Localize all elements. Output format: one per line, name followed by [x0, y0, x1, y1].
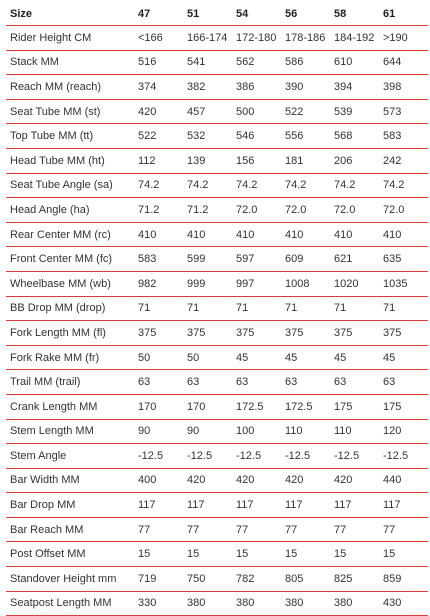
table-row: [6, 222, 428, 247]
table-row: [6, 517, 428, 542]
table-cell: >190: [379, 26, 428, 51]
table-cell: 375: [232, 321, 281, 346]
header-cell-size: Size: [6, 3, 134, 26]
table-cell: 380: [281, 591, 330, 616]
table-row: [6, 542, 428, 567]
table-cell: 375: [379, 321, 428, 346]
table-cell: 74.2: [330, 173, 379, 198]
table-cell: 556: [281, 124, 330, 149]
table-cell: 420: [232, 468, 281, 493]
table-cell: 170: [134, 394, 183, 419]
table-cell: 380: [183, 591, 232, 616]
table-cell: 15: [183, 542, 232, 567]
table-cell: 63: [379, 370, 428, 395]
table-cell: 750: [183, 567, 232, 592]
table-cell: 117: [232, 493, 281, 518]
row-label: Bar Reach MM: [6, 517, 134, 542]
table-cell: 380: [232, 591, 281, 616]
table-cell: -12.5: [183, 444, 232, 469]
table-cell: 374: [134, 75, 183, 100]
table-row: [6, 394, 428, 419]
table-cell: 50: [183, 345, 232, 370]
table-cell: 635: [379, 247, 428, 272]
table-row: [6, 50, 428, 75]
table-cell: 522: [134, 124, 183, 149]
table-cell: 15: [232, 542, 281, 567]
table-cell: 15: [281, 542, 330, 567]
row-label: Rider Height CM: [6, 26, 134, 51]
table-cell: <166: [134, 26, 183, 51]
table-cell: 586: [281, 50, 330, 75]
table-cell: 45: [330, 345, 379, 370]
table-cell: 181: [281, 148, 330, 173]
table-row: [6, 370, 428, 395]
table-cell: 410: [183, 222, 232, 247]
row-label: Front Center MM (fc): [6, 247, 134, 272]
header-cell-47: 47: [134, 3, 183, 26]
table-cell: 242: [379, 148, 428, 173]
table-cell: 330: [134, 591, 183, 616]
table-cell: 386: [232, 75, 281, 100]
table-row: [6, 444, 428, 469]
table-cell: 375: [134, 321, 183, 346]
table-row: [6, 173, 428, 198]
table-body: [6, 26, 428, 616]
table-cell: 609: [281, 247, 330, 272]
table-cell: 172-180: [232, 26, 281, 51]
table-row: [6, 75, 428, 100]
table-cell: 375: [330, 321, 379, 346]
table-cell: 719: [134, 567, 183, 592]
table-cell: 112: [134, 148, 183, 173]
table-cell: 500: [232, 99, 281, 124]
table-row: [6, 468, 428, 493]
row-label: Standover Height mm: [6, 567, 134, 592]
row-label: Crank Length MM: [6, 394, 134, 419]
table-cell: 644: [379, 50, 428, 75]
table-cell: -12.5: [379, 444, 428, 469]
table-cell: 400: [134, 468, 183, 493]
table-cell: 63: [281, 370, 330, 395]
table-cell: 45: [281, 345, 330, 370]
table-cell: -12.5: [232, 444, 281, 469]
table-cell: 71: [134, 296, 183, 321]
table-row: [6, 26, 428, 51]
table-cell: 410: [379, 222, 428, 247]
table-cell: 72.0: [281, 198, 330, 223]
table-cell: -12.5: [330, 444, 379, 469]
table-cell: 522: [281, 99, 330, 124]
table-cell: 573: [379, 99, 428, 124]
table-cell: -12.5: [134, 444, 183, 469]
table-cell: 825: [330, 567, 379, 592]
table-cell: 430: [379, 591, 428, 616]
table-cell: 77: [281, 517, 330, 542]
table-row: [6, 124, 428, 149]
row-label: Stem Angle: [6, 444, 134, 469]
table-cell: 420: [281, 468, 330, 493]
table-cell: 380: [330, 591, 379, 616]
row-label: Stem Length MM: [6, 419, 134, 444]
table-row: [6, 591, 428, 616]
table-cell: 71: [281, 296, 330, 321]
table-cell: 71: [232, 296, 281, 321]
table-cell: 63: [330, 370, 379, 395]
table-cell: 410: [134, 222, 183, 247]
table-row: [6, 345, 428, 370]
table-cell: 72.0: [232, 198, 281, 223]
table-cell: 457: [183, 99, 232, 124]
table-row: [6, 99, 428, 124]
row-label: Rear Center MM (rc): [6, 222, 134, 247]
table-cell: 71.2: [134, 198, 183, 223]
table-row: [6, 419, 428, 444]
table-cell: 74.2: [232, 173, 281, 198]
header-cell-61: 61: [379, 3, 428, 26]
table-cell: 562: [232, 50, 281, 75]
table-cell: 117: [183, 493, 232, 518]
table-cell: 120: [379, 419, 428, 444]
table-cell: 110: [330, 419, 379, 444]
table-cell: 50: [134, 345, 183, 370]
table-cell: 156: [232, 148, 281, 173]
header-cell-51: 51: [183, 3, 232, 26]
table-cell: 546: [232, 124, 281, 149]
table-cell: 117: [281, 493, 330, 518]
table-cell: 175: [379, 394, 428, 419]
table-cell: 72.0: [330, 198, 379, 223]
table-cell: 170: [183, 394, 232, 419]
table-cell: 139: [183, 148, 232, 173]
row-label: Wheelbase MM (wb): [6, 271, 134, 296]
table-cell: 568: [330, 124, 379, 149]
table-cell: 172.5: [281, 394, 330, 419]
table-cell: 394: [330, 75, 379, 100]
table-cell: 166-174: [183, 26, 232, 51]
row-label: Seat Tube MM (st): [6, 99, 134, 124]
table-cell: 184-192: [330, 26, 379, 51]
table-cell: 982: [134, 271, 183, 296]
table-cell: 621: [330, 247, 379, 272]
table-cell: 541: [183, 50, 232, 75]
table-cell: 1008: [281, 271, 330, 296]
table-cell: 440: [379, 468, 428, 493]
row-label: Bar Drop MM: [6, 493, 134, 518]
geometry-table: [6, 3, 428, 616]
table-cell: 172.5: [232, 394, 281, 419]
table-cell: 100: [232, 419, 281, 444]
table-cell: 178-186: [281, 26, 330, 51]
table-row: [6, 198, 428, 223]
table-cell: 410: [281, 222, 330, 247]
table-cell: 516: [134, 50, 183, 75]
table-cell: 375: [183, 321, 232, 346]
table-cell: 610: [330, 50, 379, 75]
table-cell: 90: [183, 419, 232, 444]
table-cell: 71: [330, 296, 379, 321]
table-cell: 15: [134, 542, 183, 567]
header-cell-56: 56: [281, 3, 330, 26]
table-cell: 77: [232, 517, 281, 542]
table-cell: 71: [183, 296, 232, 321]
table-cell: -12.5: [281, 444, 330, 469]
header-cell-54: 54: [232, 3, 281, 26]
row-label: Post Offset MM: [6, 542, 134, 567]
row-label: Head Tube MM (ht): [6, 148, 134, 173]
table-cell: 999: [183, 271, 232, 296]
table-cell: 583: [379, 124, 428, 149]
row-label: BB Drop MM (drop): [6, 296, 134, 321]
table-row: [6, 296, 428, 321]
table-row: [6, 321, 428, 346]
table-cell: 71.2: [183, 198, 232, 223]
table-cell: 45: [379, 345, 428, 370]
row-label: Seat Tube Angle (sa): [6, 173, 134, 198]
table-cell: 77: [379, 517, 428, 542]
table-cell: 583: [134, 247, 183, 272]
table-cell: 63: [134, 370, 183, 395]
table-cell: 117: [379, 493, 428, 518]
table-cell: 63: [183, 370, 232, 395]
table-row: [6, 271, 428, 296]
table-cell: 77: [134, 517, 183, 542]
table-cell: 599: [183, 247, 232, 272]
row-label: Fork Rake MM (fr): [6, 345, 134, 370]
table-cell: 532: [183, 124, 232, 149]
table-cell: 410: [330, 222, 379, 247]
table-cell: 117: [134, 493, 183, 518]
table-header-row: [6, 3, 428, 26]
table-cell: 420: [330, 468, 379, 493]
table-cell: 74.2: [379, 173, 428, 198]
table-cell: 77: [183, 517, 232, 542]
table-cell: 63: [232, 370, 281, 395]
row-label: Bar Width MM: [6, 468, 134, 493]
table-cell: 45: [232, 345, 281, 370]
table-cell: 382: [183, 75, 232, 100]
table-cell: 72.0: [379, 198, 428, 223]
table-cell: 110: [281, 419, 330, 444]
row-label: Fork Length MM (fl): [6, 321, 134, 346]
table-cell: 805: [281, 567, 330, 592]
table-cell: 77: [330, 517, 379, 542]
table-cell: 71: [379, 296, 428, 321]
table-row: [6, 148, 428, 173]
row-label: Top Tube MM (tt): [6, 124, 134, 149]
table-cell: 15: [379, 542, 428, 567]
row-label: Trail MM (trail): [6, 370, 134, 395]
table-cell: 117: [330, 493, 379, 518]
table-cell: 175: [330, 394, 379, 419]
table-row: [6, 567, 428, 592]
table-cell: 420: [183, 468, 232, 493]
table-cell: 410: [232, 222, 281, 247]
table-cell: 859: [379, 567, 428, 592]
table-cell: 597: [232, 247, 281, 272]
table-cell: 90: [134, 419, 183, 444]
table-cell: 420: [134, 99, 183, 124]
table-cell: 206: [330, 148, 379, 173]
table-cell: 15: [330, 542, 379, 567]
table-cell: 1020: [330, 271, 379, 296]
table-row: [6, 493, 428, 518]
table-cell: 74.2: [281, 173, 330, 198]
table-cell: 398: [379, 75, 428, 100]
table-cell: 375: [281, 321, 330, 346]
row-label: Reach MM (reach): [6, 75, 134, 100]
row-label: Head Angle (ha): [6, 198, 134, 223]
table-cell: 782: [232, 567, 281, 592]
row-label: Seatpost Length MM: [6, 591, 134, 616]
table-cell: 997: [232, 271, 281, 296]
table-cell: 539: [330, 99, 379, 124]
header-cell-58: 58: [330, 3, 379, 26]
row-label: Stack MM: [6, 50, 134, 75]
table-cell: 390: [281, 75, 330, 100]
table-cell: 74.2: [134, 173, 183, 198]
table-cell: 1035: [379, 271, 428, 296]
table-row: [6, 247, 428, 272]
table-cell: 74.2: [183, 173, 232, 198]
